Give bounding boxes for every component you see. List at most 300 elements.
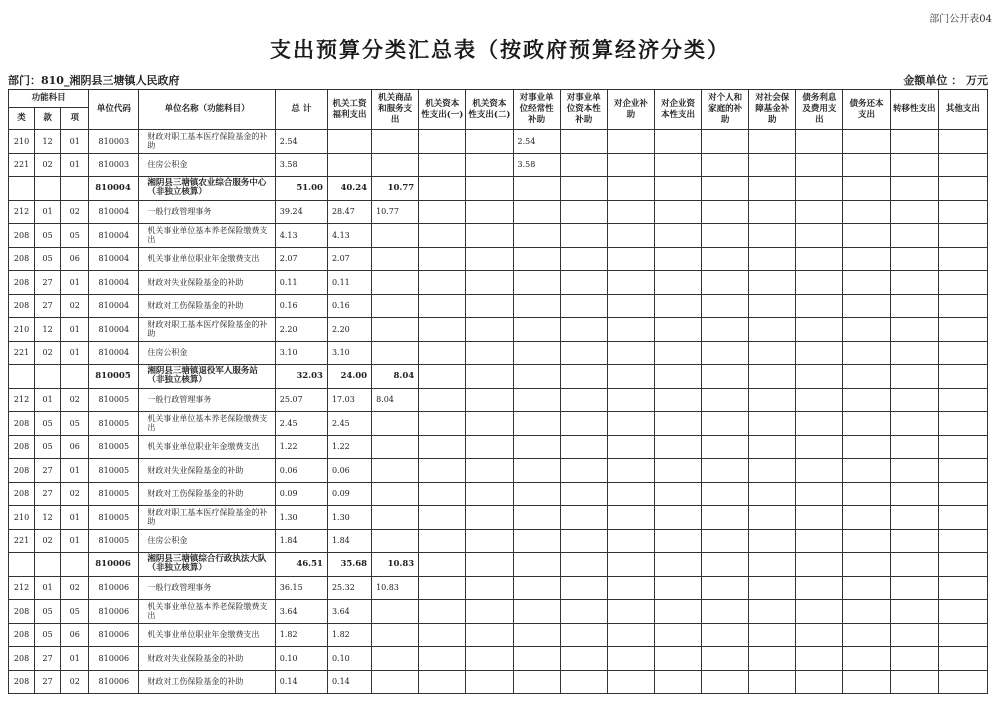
table-number-label: 部门公开表04	[929, 14, 992, 25]
lei-cell	[9, 177, 35, 201]
unit-name-cell: 住房公积金	[139, 341, 275, 365]
unit-name-cell: 财政对失业保险基金的补助	[139, 459, 275, 483]
unit-code-cell: 810006	[89, 553, 139, 577]
unit-name-cell: 财政对工伤保险基金的补助	[139, 670, 275, 694]
table-row	[9, 506, 988, 530]
amount-cell	[938, 200, 987, 224]
unit-code-cell: 810004	[89, 318, 139, 342]
amount-cell	[560, 247, 607, 271]
amount-cell	[560, 177, 607, 201]
amount-cell	[702, 247, 749, 271]
lei-cell: 208	[9, 623, 35, 647]
amount-cell	[796, 412, 843, 436]
amount-cell	[607, 506, 654, 530]
amount-cell	[513, 435, 560, 459]
amount-cell	[607, 459, 654, 483]
amount-cell	[607, 341, 654, 365]
amount-cell	[372, 412, 419, 436]
amount-cell	[372, 670, 419, 694]
amount-cell	[890, 670, 938, 694]
amount-cell	[466, 553, 513, 577]
unit-name-cell: 财政对工伤保险基金的补助	[139, 482, 275, 506]
amount-cell	[890, 130, 938, 154]
lei-cell: 210	[9, 318, 35, 342]
unit-code-cell: 810004	[89, 224, 139, 248]
amount-cell	[372, 341, 419, 365]
amount-cell	[419, 341, 466, 365]
amount-cell	[890, 482, 938, 506]
amount-cell	[843, 341, 890, 365]
amount-cell	[466, 435, 513, 459]
amount-cell	[607, 200, 654, 224]
table-row	[9, 294, 988, 318]
amount-cell	[654, 294, 701, 318]
amount-cell	[607, 623, 654, 647]
amount-cell	[372, 271, 419, 295]
lei-cell: 208	[9, 294, 35, 318]
amount-cell	[419, 200, 466, 224]
amount-cell	[749, 318, 796, 342]
amount-cell	[654, 647, 701, 671]
amount-cell	[890, 318, 938, 342]
lei-cell: 221	[9, 153, 35, 177]
lei-cell: 221	[9, 341, 35, 365]
amount-cell	[607, 318, 654, 342]
unit-code-cell: 810003	[89, 130, 139, 154]
amount-cell	[938, 318, 987, 342]
lei-header: 类	[9, 108, 35, 130]
unit-code-cell: 810006	[89, 600, 139, 624]
amount-cell	[327, 130, 371, 154]
unit-name-cell: 机关事业单位基本养老保险缴费支出	[139, 224, 275, 248]
amount-cell	[749, 365, 796, 389]
amount-cell	[466, 130, 513, 154]
col-header: 对企业补助	[607, 90, 654, 130]
total-cell: 51.00	[275, 177, 327, 201]
amount-cell	[702, 341, 749, 365]
amount-cell	[513, 600, 560, 624]
amount-cell	[607, 647, 654, 671]
amount-cell: 0.10	[327, 647, 371, 671]
amount-cell	[560, 600, 607, 624]
amount-cell: 0.06	[327, 459, 371, 483]
table-row	[9, 153, 988, 177]
total-cell: 0.06	[275, 459, 327, 483]
amount-cell	[749, 224, 796, 248]
amount-cell	[749, 341, 796, 365]
amount-cell: 35.68	[327, 553, 371, 577]
amount-cell	[796, 224, 843, 248]
amount-cell	[843, 294, 890, 318]
xiang-cell: 01	[61, 341, 89, 365]
table-row	[9, 318, 988, 342]
unit-code-cell: 810006	[89, 623, 139, 647]
amount-cell	[890, 200, 938, 224]
amount-cell	[938, 294, 987, 318]
amount-cell	[796, 153, 843, 177]
table-row	[9, 459, 988, 483]
lei-cell	[9, 553, 35, 577]
amount-cell	[796, 365, 843, 389]
amount-cell: 0.09	[327, 482, 371, 506]
amount-cell	[466, 482, 513, 506]
amount-cell	[749, 529, 796, 553]
unit-code-cell: 810006	[89, 647, 139, 671]
xiang-cell: 06	[61, 435, 89, 459]
amount-cell	[749, 200, 796, 224]
kuan-cell: 27	[35, 482, 61, 506]
amount-cell	[749, 412, 796, 436]
amount-cell	[890, 271, 938, 295]
amount-cell	[843, 177, 890, 201]
col-header: 对社会保障基金补助	[749, 90, 796, 130]
table-row	[9, 388, 988, 412]
amount-cell	[513, 670, 560, 694]
col-header: 对事业单位资本性补助	[560, 90, 607, 130]
total-cell: 25.07	[275, 388, 327, 412]
amount-cell	[890, 247, 938, 271]
table-row	[9, 247, 988, 271]
amount-cell	[560, 200, 607, 224]
amount-cell	[702, 435, 749, 459]
lei-cell: 212	[9, 576, 35, 600]
page-title: 支出预算分类汇总表（按政府预算经济分类）	[270, 37, 730, 62]
amount-cell	[702, 177, 749, 201]
amount-cell	[654, 318, 701, 342]
unit-name-cell: 机关事业单位基本养老保险缴费支出	[139, 412, 275, 436]
amount-cell	[938, 576, 987, 600]
amount-cell	[607, 670, 654, 694]
kuan-cell: 05	[35, 247, 61, 271]
amount-cell	[607, 247, 654, 271]
xiang-cell: 01	[61, 318, 89, 342]
unit-name-cell: 财政对职工基本医疗保险基金的补助	[139, 318, 275, 342]
kuan-cell: 05	[35, 623, 61, 647]
amount-cell: 0.14	[327, 670, 371, 694]
amount-cell	[702, 130, 749, 154]
amount-cell	[938, 341, 987, 365]
amount-cell	[513, 459, 560, 483]
amount-cell	[938, 412, 987, 436]
unit-code-cell: 810004	[89, 247, 139, 271]
xiang-cell	[61, 177, 89, 201]
amount-cell	[513, 341, 560, 365]
amount-cell	[607, 130, 654, 154]
amount-cell	[796, 177, 843, 201]
table-row	[9, 482, 988, 506]
amount-cell	[702, 600, 749, 624]
amount-cell	[466, 388, 513, 412]
amount-cell	[513, 553, 560, 577]
kuan-cell: 27	[35, 459, 61, 483]
amount-cell	[702, 647, 749, 671]
amount-cell	[513, 200, 560, 224]
table-row	[9, 647, 988, 671]
table-row	[9, 130, 988, 154]
xiang-cell: 01	[61, 153, 89, 177]
amount-cell	[419, 459, 466, 483]
unit-code-cell: 810006	[89, 576, 139, 600]
amount-cell	[843, 600, 890, 624]
kuan-cell: 12	[35, 318, 61, 342]
xiang-cell: 05	[61, 412, 89, 436]
total-cell: 36.15	[275, 576, 327, 600]
amount-cell	[607, 294, 654, 318]
amount-cell	[843, 647, 890, 671]
amount-cell	[796, 529, 843, 553]
table-row	[9, 271, 988, 295]
amount-cell	[419, 553, 466, 577]
amount-cell	[702, 529, 749, 553]
amount-cell	[419, 247, 466, 271]
amount-cell	[749, 177, 796, 201]
unit-name-cell: 一般行政管理事务	[139, 576, 275, 600]
unit-name-cell: 住房公积金	[139, 153, 275, 177]
amount-cell	[702, 553, 749, 577]
amount-cell	[749, 506, 796, 530]
amount-cell	[796, 670, 843, 694]
amount-cell	[607, 600, 654, 624]
amount-cell	[796, 318, 843, 342]
amount-cell	[419, 529, 466, 553]
amount-cell: 2.07	[327, 247, 371, 271]
unit-code-cell: 810004	[89, 341, 139, 365]
amount-cell	[938, 459, 987, 483]
amount-cell	[702, 318, 749, 342]
amount-cell	[938, 482, 987, 506]
amount-cell	[654, 224, 701, 248]
amount-cell	[372, 482, 419, 506]
amount-cell	[796, 247, 843, 271]
unit-name-cell: 机关事业单位职业年金缴费支出	[139, 247, 275, 271]
amount-cell	[938, 623, 987, 647]
amount-cell	[513, 576, 560, 600]
amount-cell	[654, 670, 701, 694]
amount-cell	[938, 247, 987, 271]
amount-cell	[890, 412, 938, 436]
amount-cell	[466, 224, 513, 248]
amount-cell	[607, 153, 654, 177]
unit-code-header: 单位代码	[89, 90, 139, 130]
amount-cell	[560, 341, 607, 365]
lei-cell: 208	[9, 412, 35, 436]
amount-cell	[702, 576, 749, 600]
table-row	[9, 224, 988, 248]
unit-code-cell: 810004	[89, 271, 139, 295]
amount-cell: 3.58	[513, 153, 560, 177]
amount-cell: 1.82	[327, 623, 371, 647]
amount-cell	[702, 200, 749, 224]
amount-cell	[938, 271, 987, 295]
unit-code-cell: 810003	[89, 153, 139, 177]
lei-cell: 208	[9, 247, 35, 271]
amount-cell	[372, 623, 419, 647]
amount-cell	[796, 553, 843, 577]
amount-cell	[843, 623, 890, 647]
amount-cell	[560, 224, 607, 248]
amount-cell	[654, 200, 701, 224]
xiang-cell: 01	[61, 130, 89, 154]
budget-table	[8, 89, 988, 694]
amount-cell: 4.13	[327, 224, 371, 248]
amount-cell	[654, 600, 701, 624]
amount-cell	[938, 647, 987, 671]
kuan-cell	[35, 177, 61, 201]
subtotal-row	[9, 553, 988, 577]
amount-cell	[513, 177, 560, 201]
amount-cell	[702, 365, 749, 389]
amount-cell	[419, 153, 466, 177]
amount-cell	[843, 670, 890, 694]
unit-code-cell: 810004	[89, 294, 139, 318]
amount-cell	[890, 576, 938, 600]
lei-cell: 208	[9, 224, 35, 248]
amount-cell	[654, 130, 701, 154]
amount-cell: 8.04	[372, 388, 419, 412]
amount-cell: 10.77	[372, 200, 419, 224]
amount-cell	[466, 271, 513, 295]
kuan-cell: 12	[35, 506, 61, 530]
kuan-cell	[35, 553, 61, 577]
amount-cell	[796, 647, 843, 671]
amount-cell	[796, 271, 843, 295]
total-header: 总 计	[275, 90, 327, 130]
amount-unit-label: 金额单位 ： 万元	[903, 74, 988, 87]
amount-cell	[938, 224, 987, 248]
amount-cell	[654, 271, 701, 295]
kuan-cell: 01	[35, 388, 61, 412]
unit-name-header: 单位名称（功能科目）	[139, 90, 275, 130]
amount-cell	[796, 341, 843, 365]
amount-cell	[654, 435, 701, 459]
amount-cell	[749, 294, 796, 318]
unit-name-cell: 湘阴县三塘镇农业综合服务中心（非独立核算）	[139, 177, 275, 201]
unit-name-cell: 一般行政管理事务	[139, 200, 275, 224]
table-row	[9, 623, 988, 647]
amount-cell	[938, 153, 987, 177]
xiang-cell: 01	[61, 271, 89, 295]
amount-cell: 10.83	[372, 576, 419, 600]
kuan-cell	[35, 365, 61, 389]
table-row	[9, 600, 988, 624]
total-cell: 3.58	[275, 153, 327, 177]
amount-cell	[327, 153, 371, 177]
xiang-cell: 05	[61, 600, 89, 624]
amount-cell: 8.04	[372, 365, 419, 389]
amount-cell	[890, 341, 938, 365]
amount-cell: 3.10	[327, 341, 371, 365]
amount-cell	[843, 365, 890, 389]
amount-cell: 17.03	[327, 388, 371, 412]
amount-cell	[560, 506, 607, 530]
xiang-cell: 02	[61, 388, 89, 412]
unit-name-cell: 住房公积金	[139, 529, 275, 553]
amount-cell	[938, 388, 987, 412]
amount-cell	[466, 529, 513, 553]
unit-code-cell: 810005	[89, 412, 139, 436]
amount-cell: 10.77	[372, 177, 419, 201]
kuan-cell: 27	[35, 670, 61, 694]
amount-cell	[749, 130, 796, 154]
lei-cell: 208	[9, 670, 35, 694]
amount-cell	[749, 576, 796, 600]
amount-cell	[560, 459, 607, 483]
total-cell: 0.09	[275, 482, 327, 506]
kuan-cell: 02	[35, 153, 61, 177]
amount-cell	[419, 412, 466, 436]
amount-cell	[749, 482, 796, 506]
unit-name-cell: 湘阴县三塘镇综合行政执法大队（非独立核算）	[139, 553, 275, 577]
unit-name-cell: 机关事业单位职业年金缴费支出	[139, 623, 275, 647]
amount-cell: 2.45	[327, 412, 371, 436]
amount-cell	[607, 388, 654, 412]
amount-cell	[607, 553, 654, 577]
amount-cell	[513, 647, 560, 671]
amount-cell	[890, 388, 938, 412]
amount-cell	[513, 482, 560, 506]
amount-cell	[372, 294, 419, 318]
amount-cell	[560, 553, 607, 577]
kuan-cell: 05	[35, 412, 61, 436]
col-header: 机关资本性支出(二)	[466, 90, 513, 130]
amount-cell	[513, 623, 560, 647]
amount-cell	[843, 412, 890, 436]
header-row-1	[9, 90, 988, 108]
amount-cell	[560, 647, 607, 671]
amount-cell	[843, 153, 890, 177]
amount-cell	[607, 482, 654, 506]
amount-cell	[890, 224, 938, 248]
amount-cell	[890, 529, 938, 553]
amount-cell	[890, 294, 938, 318]
amount-cell	[419, 576, 466, 600]
amount-cell	[890, 365, 938, 389]
table-row	[9, 529, 988, 553]
amount-cell	[513, 365, 560, 389]
kuan-cell: 05	[35, 600, 61, 624]
amount-cell	[372, 529, 419, 553]
amount-cell	[372, 130, 419, 154]
amount-cell	[843, 247, 890, 271]
xiang-cell	[61, 365, 89, 389]
total-cell: 3.64	[275, 600, 327, 624]
amount-cell: 1.22	[327, 435, 371, 459]
amount-cell	[560, 412, 607, 436]
amount-cell	[466, 670, 513, 694]
total-cell: 0.10	[275, 647, 327, 671]
total-cell: 0.14	[275, 670, 327, 694]
unit-code-cell: 810005	[89, 459, 139, 483]
amount-cell	[560, 670, 607, 694]
amount-cell	[466, 365, 513, 389]
unit-name-cell: 财政对失业保险基金的补助	[139, 647, 275, 671]
kuan-cell: 01	[35, 576, 61, 600]
amount-cell	[607, 271, 654, 295]
xiang-cell: 01	[61, 647, 89, 671]
amount-cell	[466, 318, 513, 342]
amount-cell	[938, 177, 987, 201]
kuan-cell: 02	[35, 341, 61, 365]
amount-cell	[843, 482, 890, 506]
unit-name-cell: 机关事业单位职业年金缴费支出	[139, 435, 275, 459]
amount-cell	[702, 153, 749, 177]
kuan-cell: 01	[35, 200, 61, 224]
total-cell: 0.11	[275, 271, 327, 295]
amount-cell	[419, 506, 466, 530]
amount-cell	[513, 271, 560, 295]
amount-cell	[466, 153, 513, 177]
amount-cell	[560, 623, 607, 647]
